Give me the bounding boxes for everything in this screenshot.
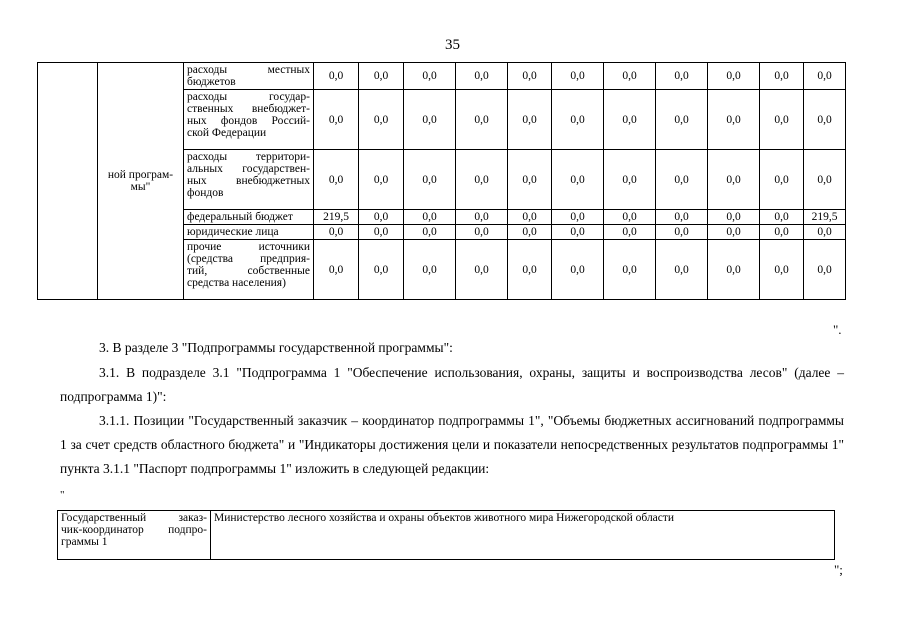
- funding-source-label: [184, 240, 314, 300]
- budget-value-cell: 0,0: [456, 210, 508, 225]
- funding-source-label-line: альных государствен-: [187, 163, 310, 175]
- budget-value-cell: 0,0: [508, 150, 552, 210]
- budget-value-cell: 0,0: [404, 90, 456, 150]
- empty-number-cell: [38, 63, 98, 300]
- coordinator-label-line: Государственный заказ-: [61, 512, 207, 524]
- budget-value-cell: 0,0: [456, 63, 508, 90]
- coordinator-row: [58, 511, 835, 560]
- funding-source-label-line: средства населения): [187, 277, 286, 289]
- funding-source-label-line: бюджетов: [187, 76, 236, 88]
- budget-value-cell: 0,0: [760, 210, 804, 225]
- budget-value-cell: 0,0: [760, 150, 804, 210]
- budget-value-cell: 0,0: [359, 150, 404, 210]
- budget-value-cell: 0,0: [760, 90, 804, 150]
- coordinator-table: [57, 510, 835, 560]
- budget-row: [38, 63, 846, 90]
- budget-value-cell: 0,0: [359, 210, 404, 225]
- funding-source-label-line: (средства предприя-: [187, 253, 310, 265]
- program-name-cell: [98, 63, 184, 300]
- budget-value-cell: 0,0: [804, 150, 846, 210]
- budget-value-cell: 219,5: [804, 210, 846, 225]
- budget-value-cell: 0,0: [314, 225, 359, 240]
- budget-value-cell: 0,0: [314, 90, 359, 150]
- budget-value-cell: 0,0: [604, 225, 656, 240]
- budget-value-cell: 0,0: [552, 150, 604, 210]
- budget-value-cell: 0,0: [760, 240, 804, 300]
- funding-source-label: [184, 63, 314, 90]
- funding-source-label-line: расходы территори-: [187, 151, 310, 163]
- budget-value-cell: 0,0: [708, 225, 760, 240]
- funding-source-label-line: федеральный бюджет: [187, 211, 293, 223]
- budget-value-cell: 0,0: [604, 63, 656, 90]
- funding-source-label-line: фондов: [187, 187, 224, 199]
- budget-value-cell: 0,0: [708, 150, 760, 210]
- funding-source-label-line: ской Федерации: [187, 127, 267, 139]
- budget-value-cell: 0,0: [359, 90, 404, 150]
- funding-source-label: [184, 150, 314, 210]
- budget-value-cell: 0,0: [404, 210, 456, 225]
- funding-source-label-line: расходы государ-: [187, 91, 310, 103]
- budget-table: [37, 62, 846, 300]
- budget-value-cell: 0,0: [604, 90, 656, 150]
- funding-source-label-line: расходы местных: [187, 64, 310, 76]
- opening-quote: ": [60, 489, 65, 501]
- funding-source-label: [184, 90, 314, 150]
- budget-value-cell: 0,0: [604, 210, 656, 225]
- budget-value-cell: 0,0: [760, 63, 804, 90]
- budget-value-cell: 0,0: [656, 63, 708, 90]
- budget-value-cell: 0,0: [314, 150, 359, 210]
- budget-value-cell: 0,0: [552, 210, 604, 225]
- budget-value-cell: 0,0: [804, 90, 846, 150]
- budget-value-cell: 0,0: [604, 150, 656, 210]
- budget-value-cell: 0,0: [552, 240, 604, 300]
- budget-value-cell: 0,0: [359, 225, 404, 240]
- budget-value-cell: 0,0: [404, 225, 456, 240]
- budget-value-cell: 0,0: [760, 225, 804, 240]
- budget-value-cell: 0,0: [804, 240, 846, 300]
- budget-value-cell: 0,0: [314, 240, 359, 300]
- subsection-3-1-paragraph: 3.1. В подразделе 3.1 "Подпрограмма 1 "Обеспечение использования, охраны, защиты и воспроизводства лесов" (далее – подпрограмма 1)":: [60, 365, 844, 404]
- budget-value-cell: 0,0: [456, 225, 508, 240]
- funding-source-label-line: прочие источники: [187, 241, 310, 253]
- budget-value-cell: 0,0: [552, 225, 604, 240]
- funding-source-label-line: юридические лица: [187, 226, 279, 238]
- page-number: 35: [445, 37, 460, 53]
- budget-value-cell: 0,0: [708, 240, 760, 300]
- budget-value-cell: 0,0: [656, 225, 708, 240]
- funding-source-label-line: ных фондов Россий-: [187, 115, 310, 127]
- budget-value-cell: 0,0: [804, 63, 846, 90]
- coordinator-label-line: чик-координатор подпро-: [61, 524, 207, 536]
- budget-value-cell: 0,0: [708, 90, 760, 150]
- funding-source-label-line: ных внебюджетных: [187, 175, 310, 187]
- budget-value-cell: 0,0: [656, 210, 708, 225]
- funding-source-label-line: тий, собственные: [187, 265, 310, 277]
- budget-value-cell: 0,0: [656, 240, 708, 300]
- budget-value-cell: 0,0: [456, 150, 508, 210]
- budget-value-cell: 0,0: [552, 63, 604, 90]
- budget-value-cell: 219,5: [314, 210, 359, 225]
- final-closing-quote: ";: [834, 562, 843, 577]
- budget-value-cell: 0,0: [804, 225, 846, 240]
- program-name-line: ной програм-: [107, 169, 174, 181]
- budget-value-cell: 0,0: [656, 90, 708, 150]
- program-name-line: мы": [130, 181, 151, 193]
- budget-value-cell: 0,0: [508, 240, 552, 300]
- funding-source-label-line: ственных внебюджет-: [187, 103, 310, 115]
- budget-value-cell: 0,0: [508, 90, 552, 150]
- budget-value-cell: 0,0: [708, 63, 760, 90]
- budget-value-cell: 0,0: [508, 210, 552, 225]
- funding-source-label: [184, 210, 314, 225]
- budget-value-cell: 0,0: [404, 240, 456, 300]
- budget-value-cell: 0,0: [508, 63, 552, 90]
- budget-value-cell: 0,0: [656, 150, 708, 210]
- budget-value-cell: 0,0: [508, 225, 552, 240]
- budget-value-cell: 0,0: [604, 240, 656, 300]
- budget-value-cell: 0,0: [456, 90, 508, 150]
- coordinator-label-line: граммы 1: [61, 536, 108, 548]
- budget-value-cell: 0,0: [456, 240, 508, 300]
- budget-value-cell: 0,0: [314, 63, 359, 90]
- budget-value-cell: 0,0: [552, 90, 604, 150]
- item-3-1-1-paragraph: 3.1.1. Позиции "Государственный заказчик – координатор подпрограммы 1", "Объемы бюджетных ассигнований подпрограммы 1 за счет средств областного бюджета" и "Индикаторы достижения цели и показатели непосредственных результатов подпрограммы 1" пункта 3.1.1 "Паспорт подпрограммы 1" изложить в следующей редакции:: [60, 413, 844, 476]
- budget-value-cell: 0,0: [404, 150, 456, 210]
- budget-value-cell: 0,0: [359, 240, 404, 300]
- funding-source-label: [184, 225, 314, 240]
- budget-value-cell: 0,0: [708, 210, 760, 225]
- budget-value-cell: 0,0: [359, 63, 404, 90]
- coordinator-label-cell: [58, 511, 211, 560]
- table-closing-quote: ".: [833, 322, 842, 337]
- coordinator-value-cell: Министерство лесного хозяйства и охраны объектов животного мира Нижегородской области: [211, 511, 835, 560]
- budget-value-cell: 0,0: [404, 63, 456, 90]
- section-3-heading: 3. В разделе 3 "Подпрограммы государственной программы":: [99, 340, 453, 355]
